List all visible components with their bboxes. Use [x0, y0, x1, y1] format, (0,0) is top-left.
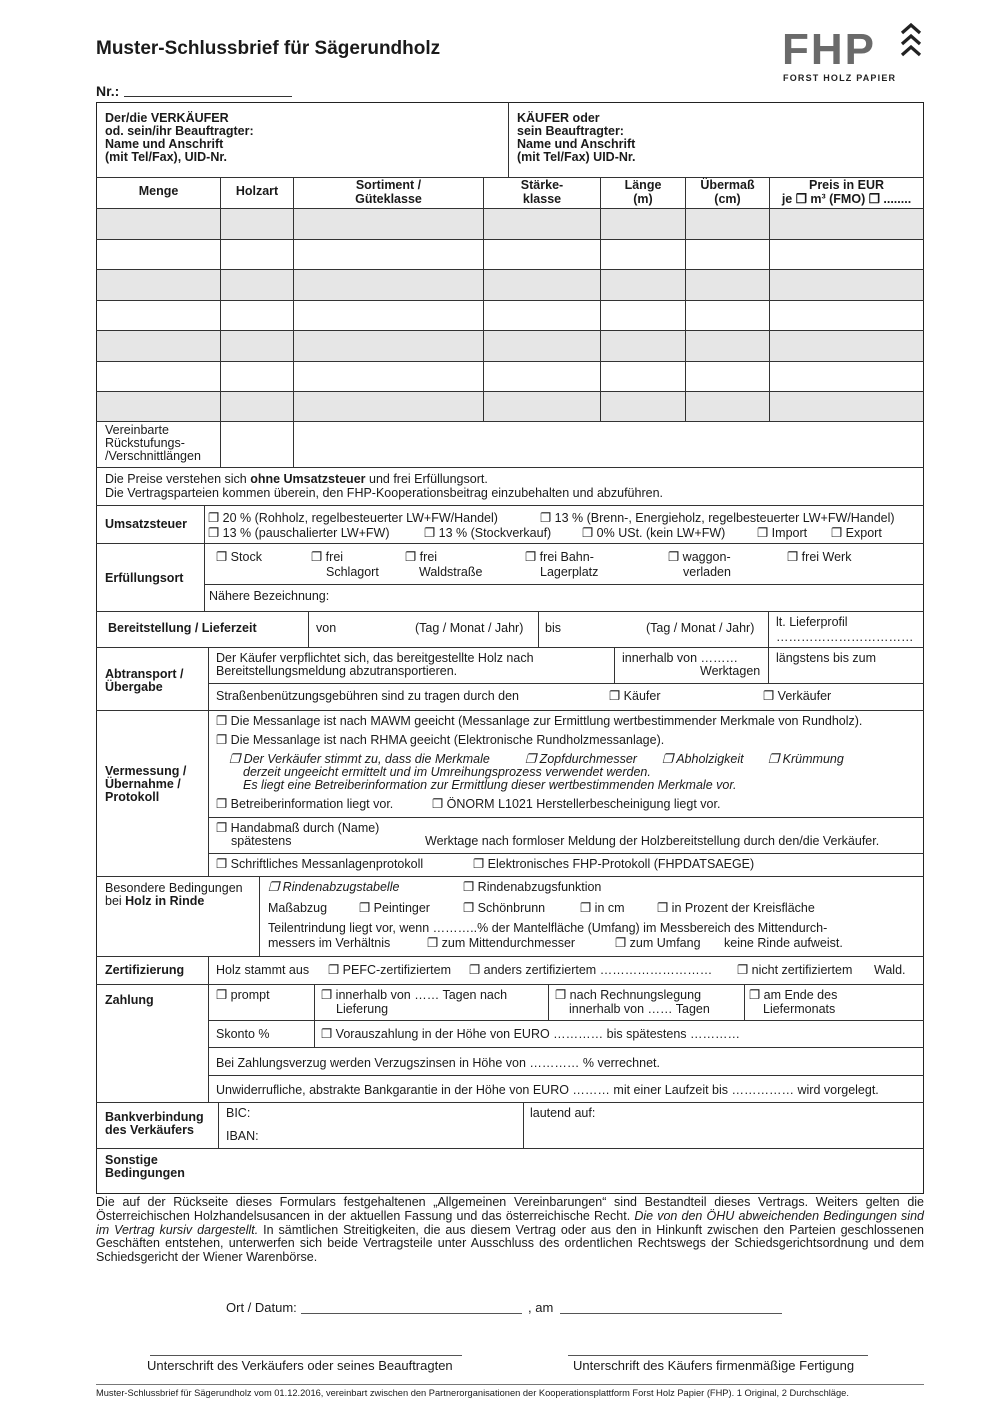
col-header-preis-1: Preis in EUR	[808, 178, 885, 192]
verm-elektronisch[interactable]: ❐ Elektronisches FHP-Protokoll (FHPDATSAEGE)	[473, 857, 755, 871]
rinde-label-1: Besondere Bedingungen	[105, 881, 243, 895]
zahl-garantie[interactable]: Unwiderrufliche, abstrakte Bankgarantie in der Höhe von EURO ……… mit einer Laufzeit bis …………… wird vorgelegt.	[216, 1083, 879, 1097]
nr-label: Nr.:	[96, 83, 120, 99]
rinde-peintinger[interactable]: ❐ Peintinger	[359, 901, 430, 915]
zahl-label: Zahlung	[105, 993, 154, 1007]
divider	[96, 1102, 924, 1103]
iban-field[interactable]: IBAN:	[226, 1129, 259, 1143]
divider	[218, 1102, 219, 1148]
verm-text-ungeeicht: derzeit ungeeicht ermittelt und im Umreihungsprozess verwendet werden.	[243, 765, 651, 779]
strassen-kaeufer[interactable]: ❐ Käufer	[609, 689, 661, 703]
divider	[208, 1020, 924, 1021]
rinde-funktion[interactable]: ❐ Rindenabzugsfunktion	[463, 880, 602, 894]
abtr-innerhalb[interactable]: innerhalb von ………	[622, 651, 739, 665]
verm-merkmale[interactable]: ❐ Der Verkäufer stimmt zu, dass die Merkmale	[229, 752, 490, 766]
zahl-rechnung-tage: innerhalb von …… Tagen	[569, 1002, 710, 1016]
divider	[614, 647, 615, 683]
divider	[314, 984, 315, 1020]
rinde-mittendurchmesser[interactable]: ❐ zum Mittendurchmesser	[427, 936, 576, 950]
erf-label: Erfüllungsort	[105, 571, 184, 585]
divider	[208, 1075, 924, 1076]
bereit-label: Bereitstellung / Lieferzeit	[108, 621, 257, 635]
ort-datum-label: Ort / Datum:	[226, 1300, 297, 1315]
buyer-label-4: (mit Tel/Fax) UID-Nr.	[517, 150, 636, 164]
erf-option-schlagort-2: Schlagort	[326, 565, 379, 579]
rinde-umfang[interactable]: ❐ zum Umfang	[615, 936, 701, 950]
erf-option-bahn-2: Lagerplatz	[540, 565, 599, 579]
zahl-rechnung[interactable]: ❐ nach Rechnungslegung	[555, 988, 702, 1002]
ust-option-13-stock[interactable]: ❐ 13 % (Stockverkauf)	[424, 526, 552, 540]
lieferprofil-field[interactable]: ……………………………	[776, 630, 914, 644]
strassen-text: Straßenbenützungsgebühren sind zu tragen durch den	[216, 689, 519, 703]
buyer-label-2: sein Beauftragter:	[517, 124, 624, 138]
bic-field[interactable]: BIC:	[226, 1106, 251, 1120]
divider	[96, 647, 924, 648]
zahl-liefermonat: Liefermonats	[763, 1002, 836, 1016]
divider	[208, 817, 924, 818]
divider	[96, 956, 924, 957]
erf-option-waggon[interactable]: ❐ waggon-	[668, 550, 731, 564]
ust-option-import[interactable]: ❐ Import	[757, 526, 808, 540]
abtr-label-1: Abtransport /	[105, 667, 184, 681]
divider	[96, 1384, 924, 1385]
abtr-text-2: Bereitstellungsmeldung abzutransportieren.	[216, 664, 458, 678]
ort-datum-field[interactable]	[301, 1313, 522, 1314]
divider	[523, 1102, 524, 1148]
divider	[259, 876, 260, 956]
verm-label-1: Vermessung /	[105, 764, 187, 778]
zert-holz: Holz stammt aus	[216, 963, 310, 977]
seller-signature-label: Unterschrift des Verkäufers oder seines Beauftragten	[147, 1358, 453, 1373]
col-header-staerke-2: klasse	[522, 192, 562, 206]
col-header-sortiment-1: Sortiment /	[355, 178, 422, 192]
legal-paragraph: Die auf der Rückseite dieses Formulars festgehaltenen „Allgemeinen Vereinbarungen“ sind Bestandteil dieses Vertrags. Weiters gelten die Österreichischen Holzhandelsusancen in der aktuellen Fassung und das österreichische Recht. Die von den ÖHU abweichenden Bedingungen sind im Vertrag kursiv dargestellt. In sämtlichen Streitigkeiten, die aus diesem Vertrag oder aus den in Hinkunft zwischen den Parteien geschlossenen Geschäften entstehen, unterwerfen sich beide Vertragsteile unter Ausschluss des ordentlichen Rechtswegs der Schiedsgerichtsordnung und dem Schiedsgericht der Wiener Warenbörse.	[96, 1195, 924, 1265]
seller-label-3: Name und Anschrift	[105, 137, 224, 151]
erf-option-werk[interactable]: ❐ frei Werk	[787, 550, 852, 564]
strassen-verkaeufer[interactable]: ❐ Verkäufer	[763, 689, 832, 703]
erf-option-waggon-2: verladen	[683, 565, 731, 579]
divider	[208, 956, 209, 984]
verm-label-2: Übernahme /	[105, 777, 181, 791]
abtr-label-2: Übergabe	[105, 680, 163, 694]
divider	[96, 505, 924, 506]
verm-abholzigkeit[interactable]: ❐ Abholzigkeit	[662, 752, 744, 766]
verm-label-3: Protokoll	[105, 790, 160, 804]
rinde-kreisflaeche[interactable]: ❐ in Prozent der Kreisfläche	[657, 901, 815, 915]
divider	[204, 584, 924, 585]
verm-oenorm[interactable]: ❐ ÖNORM L1021 Herstellerbescheinigung liegt vor.	[432, 797, 721, 811]
ust-option-20[interactable]: ❐ 20 % (Rohholz, regelbesteuerter LW+FW/Handel)	[208, 511, 498, 525]
erf-option-waldstrasse[interactable]: ❐ frei	[405, 550, 438, 564]
rinde-label-2: bei Holz in Rinde	[105, 894, 205, 908]
table-row-line	[96, 467, 924, 468]
bereit-von[interactable]: von	[316, 621, 337, 635]
zahl-skonto[interactable]: Skonto %	[216, 1027, 270, 1041]
verm-zopf[interactable]: ❐ Zopfdurchmesser	[525, 752, 637, 766]
divider	[208, 1047, 924, 1048]
ust-option-13-pausch[interactable]: ❐ 13 % (pauschalierter LW+FW)	[208, 526, 390, 540]
divider	[96, 1148, 924, 1149]
seller-label-2: od. sein/ihr Beauftragter:	[105, 124, 254, 138]
erf-option-stock[interactable]: ❐ Stock	[216, 550, 262, 564]
col-header-laenge-2: (m)	[633, 192, 653, 206]
abtr-werktagen: Werktagen	[700, 664, 761, 678]
divider	[208, 853, 924, 854]
rinde-schoenbrunn[interactable]: ❐ Schönbrunn	[463, 901, 546, 915]
divider	[548, 984, 549, 1020]
logo-text: FHP	[782, 25, 876, 74]
lautend-field[interactable]: lautend auf:	[530, 1106, 596, 1120]
col-header-sortiment-2: Güteklasse	[355, 192, 422, 206]
bereit-date-hint-1: (Tag / Monat / Jahr)	[415, 621, 524, 635]
zahl-lieferung: Lieferung	[336, 1002, 389, 1016]
divider	[96, 876, 924, 877]
rueck-label-2: Rückstufungs-	[105, 436, 185, 450]
divider	[208, 710, 209, 876]
rinde-keine: keine Rinde aufweist.	[724, 936, 843, 950]
am-field[interactable]	[560, 1313, 782, 1314]
bank-label-1: Bankverbindung	[105, 1110, 204, 1124]
bereit-bis[interactable]: bis	[545, 621, 561, 635]
zert-pefc[interactable]: ❐ PEFC-zertifiziertem	[328, 963, 452, 977]
fhp-logo	[782, 22, 922, 84]
rinde-in-cm[interactable]: ❐ in cm	[580, 901, 625, 915]
am-label: , am	[528, 1300, 554, 1315]
zert-label: Zertifizierung	[105, 963, 185, 977]
table-col-line	[600, 177, 601, 421]
divider	[308, 611, 309, 647]
verm-werktage: Werktage nach formloser Meldung der Holzbereitstellung durch den/die Verkäufer.	[425, 834, 880, 848]
table-col-line	[220, 177, 221, 467]
page-title: Muster-Schlussbrief für Sägerundholz	[96, 38, 441, 59]
col-header-staerke-1: Stärke-	[520, 178, 564, 192]
buyer-label-3: Name und Anschrift	[517, 137, 636, 151]
seller-label-1: Der/die VERKÄUFER	[105, 111, 229, 125]
ust-option-0[interactable]: ❐ 0% USt. (kein LW+FW)	[582, 526, 726, 540]
verm-spaetestens: spätestens	[231, 834, 292, 848]
divider	[744, 984, 745, 1020]
bereit-date-hint-2: (Tag / Monat / Jahr)	[646, 621, 755, 635]
abtr-laengstens[interactable]: längstens bis zum	[776, 651, 877, 665]
col-header-uebermass-1: Übermaß	[700, 178, 755, 192]
divider	[96, 611, 924, 612]
verm-mawm[interactable]: ❐ Die Messanlage ist nach MAWM geeicht (Messanlage zur Ermittlung wertbestimmender Merkmale von Rundholz).	[216, 714, 863, 728]
zahl-vorauszahlung[interactable]: ❐ Vorauszahlung in der Höhe von EURO ………… bis spätestens …………	[321, 1027, 741, 1041]
abtr-text-1: Der Käufer verpflichtet sich, das bereitgestellte Holz nach	[216, 651, 534, 665]
divider	[204, 543, 205, 611]
verm-text-betreiber: Es liegt eine Betreiberinformation zur Ermittlung dieser wertbestimmenden Merkmale vor.	[243, 778, 737, 792]
divider	[768, 647, 769, 683]
nr-field[interactable]	[124, 96, 292, 97]
rinde-tabelle[interactable]: ❐ Rindenabzugstabelle	[268, 880, 400, 894]
divider	[768, 611, 769, 647]
table-col-line	[685, 177, 686, 421]
divider	[508, 102, 509, 177]
rueck-label-3: /Verschnittlängen	[105, 449, 201, 463]
sonst-label-1: Sonstige	[105, 1153, 158, 1167]
erf-option-waldstrasse-2: Waldstraße	[419, 565, 483, 579]
zahl-verzug[interactable]: Bei Zahlungsverzug werden Verzugszinsen in Höhe von ………… % verrechnet.	[216, 1056, 660, 1070]
divider	[538, 611, 539, 647]
erf-option-bahn[interactable]: ❐ frei Bahn-	[525, 550, 594, 564]
verm-schriftlich[interactable]: ❐ Schriftliches Messanlagenprotokoll	[216, 857, 424, 871]
table-col-line	[483, 177, 484, 421]
zahl-innerhalb[interactable]: ❐ innerhalb von …… Tagen nach	[321, 988, 508, 1002]
rueck-label-1: Vereinbarte	[105, 423, 169, 437]
divider	[96, 543, 924, 544]
verm-handabmass[interactable]: ❐ Handabmaß durch (Name)	[216, 821, 380, 835]
ust-label: Umsatzsteuer	[105, 517, 187, 531]
chevron-up-icon	[900, 22, 922, 60]
divider	[208, 647, 209, 710]
seller-signature-line[interactable]	[150, 1355, 462, 1356]
verm-kruemmung[interactable]: ❐ Krümmung	[768, 752, 844, 766]
divider	[314, 1020, 315, 1047]
erf-naehere-field[interactable]: Nähere Bezeichnung:	[209, 589, 330, 603]
table-col-line	[293, 177, 294, 467]
divider	[96, 984, 924, 985]
buyer-signature-label: Unterschrift des Käufers firmenmäßige Fertigung	[573, 1358, 855, 1373]
zert-wald: Wald.	[874, 963, 906, 977]
buyer-signature-line[interactable]	[568, 1355, 868, 1356]
rinde-verhaeltnis: messers im Verhältnis	[268, 936, 391, 950]
seller-label-4: (mit Tel/Fax), UID-Nr.	[105, 150, 228, 164]
rinde-teilentrindung: Teilentrindung liegt vor, wenn ………..% der Mantelfläche (Umfang) im Messbereich des Mittendurch-	[268, 921, 828, 935]
logo-subtitle: FORST HOLZ PAPIER	[783, 73, 897, 83]
verm-betreiberinfo[interactable]: ❐ Betreiberinformation liegt vor.	[216, 797, 394, 811]
zert-anders[interactable]: ❐ anders zertifiziertem ………………………	[469, 963, 713, 977]
sonst-label-2: Bedingungen	[105, 1166, 185, 1180]
bank-label-2: des Verkäufers	[105, 1123, 194, 1137]
price-note-line-2: Die Vertragsparteien kommen überein, den FHP-Kooperationsbeitrag einzubehalten und abzuführen.	[105, 486, 663, 500]
ust-option-13-brenn[interactable]: ❐ 13 % (Brenn-, Energieholz, regelbesteuerter LW+FW/Handel)	[540, 511, 895, 525]
divider	[96, 710, 924, 711]
table-col-line	[769, 177, 770, 421]
price-note-line-1: Die Preise verstehen sich ohne Umsatzsteuer und frei Erfüllungsort.	[105, 472, 488, 486]
col-header-uebermass-2: (cm)	[714, 192, 741, 206]
verm-rhma[interactable]: ❐ Die Messanlage ist nach RHMA geeicht (Elektronische Rundholzmessanlage).	[216, 733, 665, 747]
ust-option-export[interactable]: ❐ Export	[831, 526, 882, 540]
erf-option-schlagort[interactable]: ❐ frei	[311, 550, 344, 564]
lieferprofil-label: lt. Lieferprofil	[776, 615, 848, 629]
col-header-preis-2: je ❐ m³ (FMO) ❐ ........	[781, 192, 912, 206]
zahl-prompt[interactable]: ❐ prompt	[216, 988, 270, 1002]
col-header-menge: Menge	[138, 184, 179, 198]
divider	[208, 683, 924, 684]
col-header-laenge-1: Länge	[624, 178, 662, 192]
zahl-monatsende[interactable]: ❐ am Ende des	[749, 988, 838, 1002]
divider	[208, 984, 209, 1102]
buyer-label-1: KÄUFER oder	[517, 111, 600, 125]
zert-nicht[interactable]: ❐ nicht zertifiziertem	[737, 963, 853, 977]
rinde-massabzug: Maßabzug	[268, 901, 328, 915]
col-header-holzart: Holzart	[235, 184, 279, 198]
footnote: Muster-Schlussbrief für Sägerundholz vom 01.12.2016, vereinbart zwischen den Partnerorganisationen der Kooperationsplattform Forst Holz Papier (FHP). 1 Original, 2 Durchschläge.	[96, 1388, 849, 1398]
divider	[204, 505, 205, 543]
